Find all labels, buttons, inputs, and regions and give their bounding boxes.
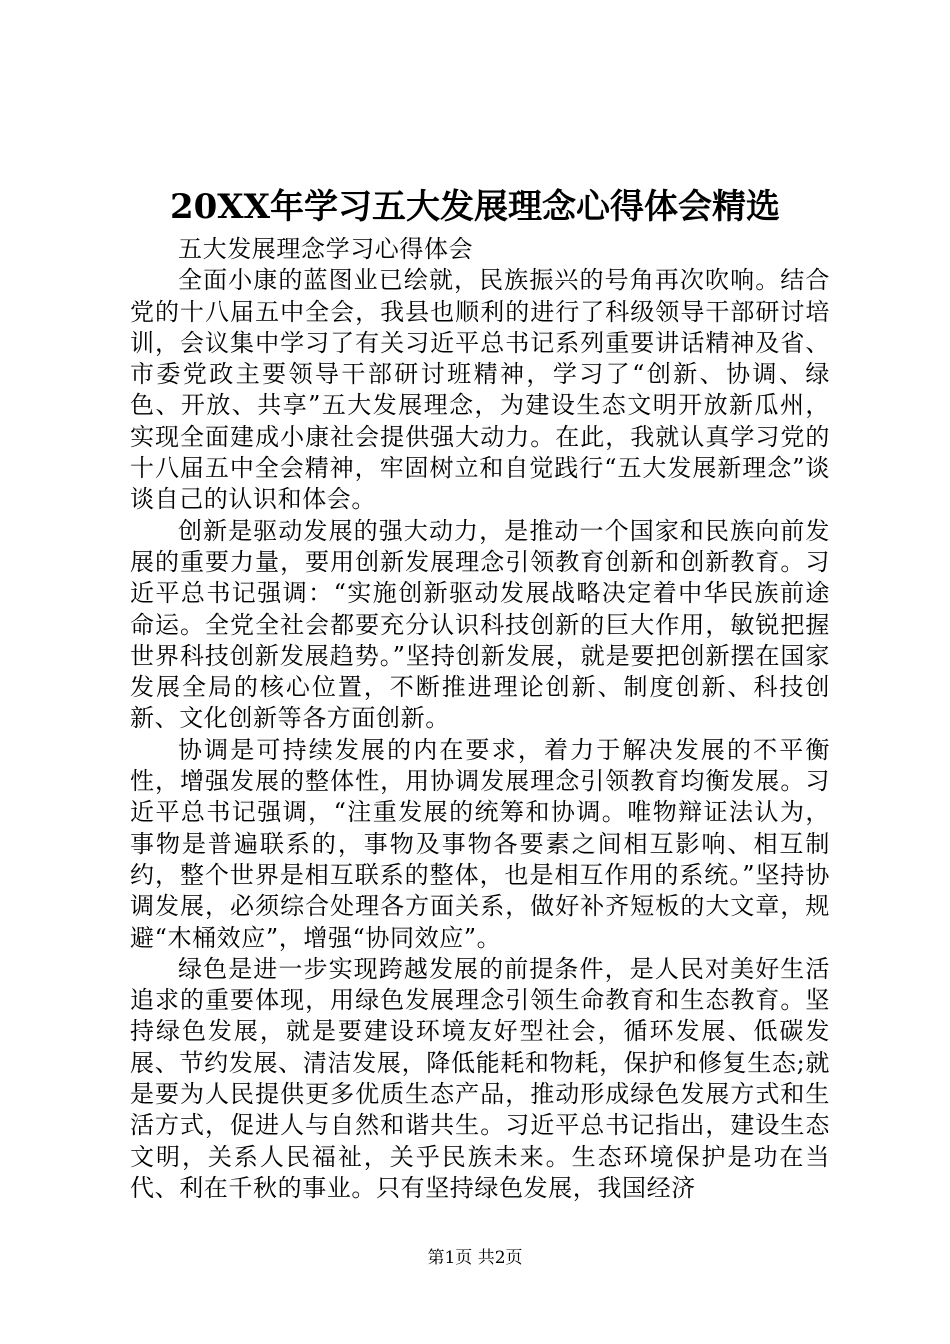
paragraph-intro: 全面小康的蓝图业已绘就，民族振兴的号角再次吹响。结合党的十八届五中全会，我县也顺利的进行了科级领导干部研讨培训，会议集中学习了有关习近平总书记系列重要讲话精神及省、市委党政主要领导干部研讨班精神，学习了“创新、协调、绿色、开放、共享”五大发展理念，为建设生态文明开放新瓜州，实现全面建成小康社会提供强大动力。在此，我就认真学习党的十八届五中全会精神，牢固树立和自觉践行“五大发展新理念”谈谈自己的认识和体会。 (130, 266, 830, 514)
page-number-footer: 第1页 共2页 (427, 1248, 523, 1268)
paragraph-innovation: 创新是驱动发展的强大动力，是推动一个国家和民族向前发展的重要力量，要用创新发展理念引领教育创新和创新教育。习近平总书记强调：“实施创新驱动发展战略决定着中华民族前途命运。全党全社会都要充分认识科技创新的巨大作用，敏锐把握世界科技创新发展趋势。”坚持创新发展，就是要把创新摆在国家发展全局的核心位置，不断推进理论创新、制度创新、科技创新、文化创新等各方面创新。 (130, 516, 830, 733)
paragraph-coordination: 协调是可持续发展的内在要求，着力于解决发展的不平衡性，增强发展的整体性，用协调发展理念引领教育均衡发展。习近平总书记强调，“注重发展的统筹和协调。唯物辩证法认为，事物是普遍联系的，事物及事物各要素之间相互影响、相互制约，整个世界是相互联系的整体，也是相互作用的系统。”坚持协调发展，必须综合处理各方面关系，做好补齐短板的大文章，规避“木桶效应”，增强“协同效应”。 (130, 735, 830, 952)
document-title: 20XX年学习五大发展理念心得体会精选 (169, 187, 781, 227)
paragraph-green: 绿色是进一步实现跨越发展的前提条件，是人民对美好生活追求的重要体现，用绿色发展理念引领生命教育和生态教育。坚持绿色发展，就是要建设环境友好型社会，循环发展、低碳发展、节约发展、清洁发展，降低能耗和物耗，保护和修复生态;就是要为人民提供更多优质生态产品，推动形成绿色发展方式和生活方式，促进人与自然和谐共生。习近平总书记指出，建设生态文明，关系人民福祉，关乎民族未来。生态环境保护是功在当代、利在千秋的事业。只有坚持绿色发展，我国经济 (130, 954, 830, 1202)
document-body (130, 234, 830, 1204)
document-subtitle: 五大发展理念学习心得体会 (178, 235, 474, 263)
